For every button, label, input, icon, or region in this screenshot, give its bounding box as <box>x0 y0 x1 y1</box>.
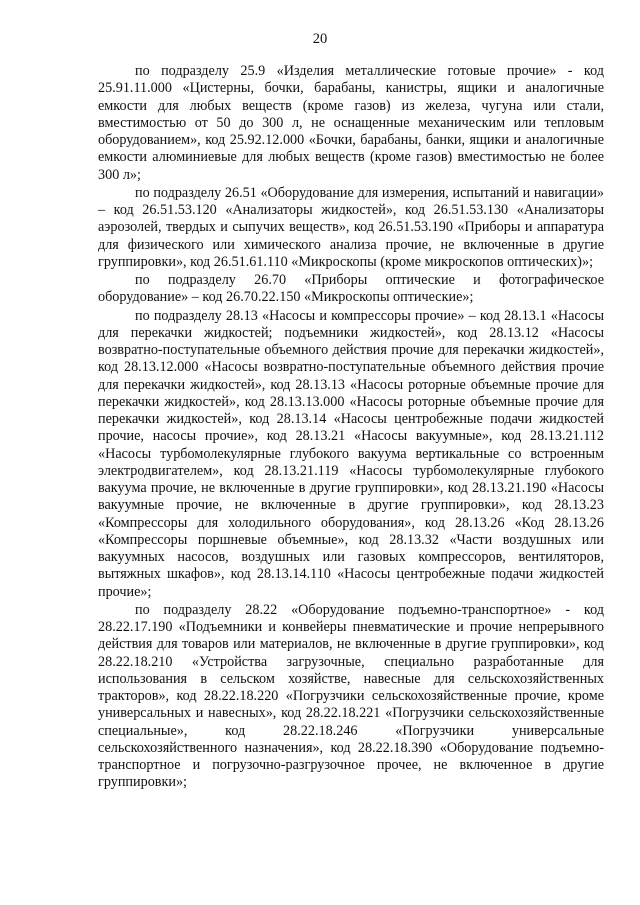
paragraph-subsection-28-13: по подразделу 28.13 «Насосы и компрессоры прочие» – код 28.13.1 «Насосы для перекачки жидкостей; подъемники жидкостей», код 28.13.12 «Насосы возвратно-поступательные объемного действия прочие для перекачки жидкостей», код 28.13.12.000 «Насосы возвратно-поступательные объемного действия прочие для перекачки жидкостей», код 28.13.13 «Насосы роторные объемные прочие для перекачки жидкостей», код 28.13.13.000 «Насосы роторные объемные прочие для перекачки жидкостей», код 28.13.14 «Насосы центробежные подачи жидкостей прочие, насосы прочие», код 28.13.21 «Насосы вакуумные», код 28.13.21.112 «Насосы турбомолекулярные глубокого вакуума вертикальные со встроенным электродвигателем», код 28.13.21.119 «Насосы турбомолекулярные глубокого вакуума прочие, не включенные в другие группировки», код 28.13.21.190 «Насосы вакуумные прочие, не включенные в другие группировки», код 28.13.23 «Компрессоры для холодильного оборудования», код 28.13.26 «Код 28.13.26 «Компрессоры поршневые объемные», код 28.13.32 «Части воздушных или вакуумных насосов, воздушных или газовых компрессоров, вентиляторов, вытяжных шкафов», код 28.13.14.110 «Насосы центробежные подачи жидкостей прочие»; <box>98 307 604 600</box>
paragraph-subsection-25-9: по подразделу 25.9 «Изделия металлические готовые прочие» - код 25.91.11.000 «Цистерны, бочки, барабаны, канистры, ящики и аналогичные емкости для любых веществ (кроме газов) из железа, чугуна или стали, вместимостью от 50 до 300 л, не оснащенные механическим или тепловым оборудованием», код 25.92.12.000 «Бочки, барабаны, банки, ящики и аналогичные емкости алюминиевые для любых веществ (кроме газов) вместимостью не более 300 л»; <box>98 63 604 183</box>
paragraph-subsection-26-51: по подразделу 26.51 «Оборудование для измерения, испытаний и навигации» – код 26.51.53.120 «Анализаторы жидкостей», код 26.51.53.130 «Анализаторы аэрозолей, твердых и сыпучих веществ», код 26.51.53.190 «Приборы и аппаратура для физического или химического анализа прочие, не включенные в другие группировки», код 26.51.61.110 «Микроскопы (кроме микроскопов оптических)»; <box>98 184 604 270</box>
page-number: 20 <box>312 31 328 47</box>
paragraph-subsection-28-22: по подразделу 28.22 «Оборудование подъемно-транспортное» - код 28.22.17.190 «Подъемники и конвейеры пневматические и прочие непрерывного действия для товаров или материалов, не включенные в другие группировки», код 28.22.18.210 «Устройства загрузочные, специально разработанные для использования в сельском хозяйстве, навесные для сельскохозяйственных тракторов», код 28.22.18.220 «Погрузчики сельскохозяйственные прочие, кроме универсальных и навесных», код 28.22.18.221 «Погрузчики сельскохозяйственные специальные», код 28.22.18.246 «Погрузчики универсальные сельскохозяйственного назначения», код 28.22.18.390 «Оборудование подъемно-транспортное и погрузочно-разгрузочное прочее, не включенное в другие группировки»; <box>98 601 604 791</box>
paragraph-subsection-26-70: по подразделу 26.70 «Приборы оптические и фотографическое оборудование» – код 26.70.22.150 «Микроскопы оптические»; <box>98 272 604 306</box>
document-body <box>98 63 604 792</box>
